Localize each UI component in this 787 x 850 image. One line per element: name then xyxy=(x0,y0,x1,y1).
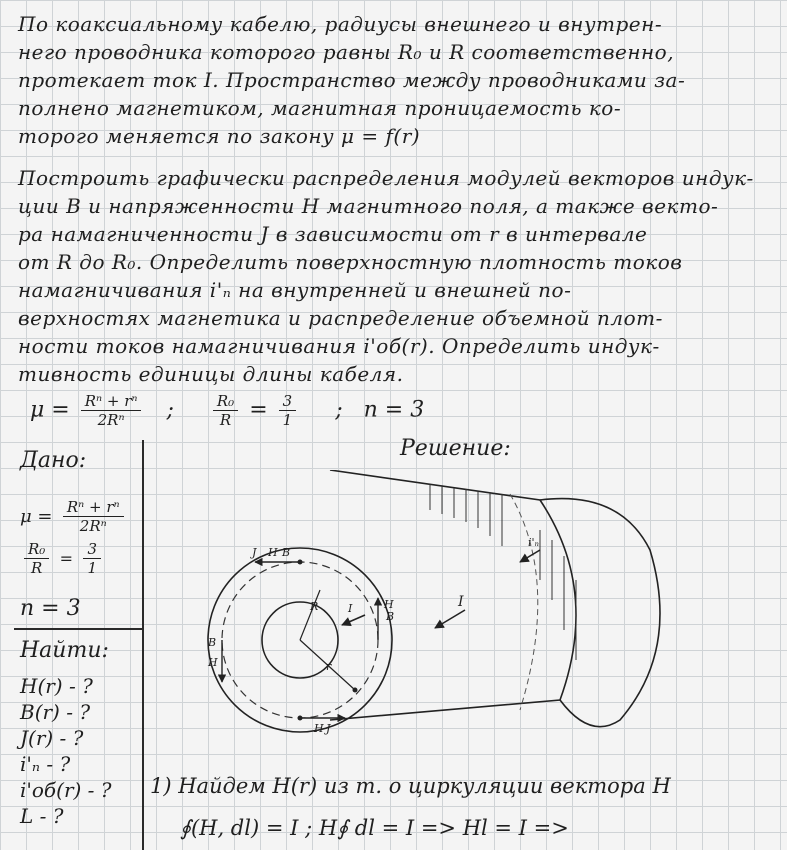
label-H: H xyxy=(384,598,394,611)
label-J: J xyxy=(252,546,257,559)
n-value: n = 3 xyxy=(363,397,425,423)
task-line: намагничивания i'ₙ на внутренней и внешней по- xyxy=(18,278,572,302)
task-line: тивность единицы длины кабеля. xyxy=(18,362,404,386)
task-line: ра намагниченности J в зависимости от r в интервале xyxy=(18,222,648,246)
find-item: i'об(r) - ? xyxy=(20,778,112,802)
given-ratio-numerator: R₀ xyxy=(24,540,49,559)
mu-numerator: Rⁿ + rⁿ xyxy=(81,392,142,411)
given-ratio-value xyxy=(83,540,101,577)
given-mu-denominator: 2Rⁿ xyxy=(79,517,107,535)
radius-R-line xyxy=(300,590,320,640)
coaxial-cable-diagram xyxy=(180,470,780,770)
task-line: Построить графически распределения модулей векторов индук- xyxy=(18,166,754,190)
contour-point xyxy=(353,688,358,693)
given-ratio-value-den: 1 xyxy=(87,559,97,577)
conditions-line xyxy=(30,392,424,429)
find-item: H(r) - ? xyxy=(20,674,93,698)
find-item: B(r) - ? xyxy=(20,700,91,724)
find-item: J(r) - ? xyxy=(20,726,84,750)
find-item: i'ₙ - ? xyxy=(20,752,71,776)
problem-line: него проводника которого равны R₀ и R соответственно, xyxy=(18,40,675,64)
ratio-value-numerator: 3 xyxy=(279,392,297,411)
given-mu-label: μ = xyxy=(20,506,53,527)
label-surface-current: i'ₙ xyxy=(528,536,539,549)
given-mu-numerator: Rⁿ + rⁿ xyxy=(63,498,124,517)
find-title: Найти: xyxy=(20,638,109,663)
find-item: L - ? xyxy=(20,804,64,828)
label-J: J xyxy=(326,722,331,735)
label-H: H xyxy=(208,656,218,669)
task-line: ции B и напряженности H магнитного поля, а также векто- xyxy=(18,194,719,218)
ratio-value-fraction xyxy=(279,392,297,429)
ratio-fraction xyxy=(213,392,238,429)
current-arrow xyxy=(342,615,365,625)
solution-title: Решение: xyxy=(400,436,511,461)
given-ratio-fraction xyxy=(24,540,49,577)
label-current: I xyxy=(458,594,464,610)
contour-point xyxy=(298,716,303,721)
given-title: Дано: xyxy=(20,448,87,473)
surface-current-arrow xyxy=(520,550,540,562)
given-divider xyxy=(14,628,142,630)
ratio-numerator: R₀ xyxy=(213,392,238,411)
solution-step-1: 1) Найдем H(r) из т. о циркуляции вектора H xyxy=(150,774,671,798)
surface-current-hatching xyxy=(430,484,576,660)
label-B: B xyxy=(282,546,291,559)
mu-denominator: 2Rⁿ xyxy=(97,411,125,429)
cylinder-body xyxy=(330,470,660,727)
given-n: n = 3 xyxy=(20,596,81,621)
problem-line: полнено магнетиком, магнитная проницаемость ко- xyxy=(18,96,622,120)
ratio-value-denominator: 1 xyxy=(282,411,293,429)
problem-line: торого меняется по закону μ = f(r) xyxy=(18,124,421,148)
current-arrow xyxy=(435,610,465,628)
given-mu-fraction xyxy=(63,498,124,535)
label-H: H xyxy=(314,722,324,735)
given-ratio xyxy=(20,540,105,577)
given-ratio-value-num: 3 xyxy=(83,540,101,559)
label-B: B xyxy=(208,636,217,649)
given-ratio-denominator: R xyxy=(31,559,43,577)
solution-step-1-equation: ∮(H, dl) = I ; H∮ dl = I => Hl = I => xyxy=(180,816,569,840)
problem-line: По коаксиальному кабелю, радиусы внешнего и внутрен- xyxy=(18,12,663,36)
separator: ; xyxy=(335,397,343,423)
ratio-equals: = xyxy=(249,397,268,423)
label-radius-r: r xyxy=(326,660,332,673)
task-line: верхностях магнетика и распределение объемной плот- xyxy=(18,306,663,330)
label-radius-R: R xyxy=(310,600,319,613)
task-line: от R до R₀. Определить поверхностную плотность токов xyxy=(18,250,683,274)
label-H: H xyxy=(268,546,278,559)
label-current: I xyxy=(348,602,353,615)
label-B: B xyxy=(386,610,395,623)
mu-label: μ = xyxy=(30,397,70,423)
given-box xyxy=(14,440,144,850)
task-line: ности токов намагничивания i'об(r). Определить индук- xyxy=(18,334,660,358)
ratio-denominator: R xyxy=(219,411,232,429)
problem-line: протекает ток I. Пространство между проводниками за- xyxy=(18,68,686,92)
given-mu xyxy=(20,498,128,535)
mu-fraction xyxy=(81,392,142,429)
contour-point xyxy=(298,560,303,565)
given-ratio-equals: = xyxy=(59,549,74,568)
separator: ; xyxy=(166,397,174,423)
